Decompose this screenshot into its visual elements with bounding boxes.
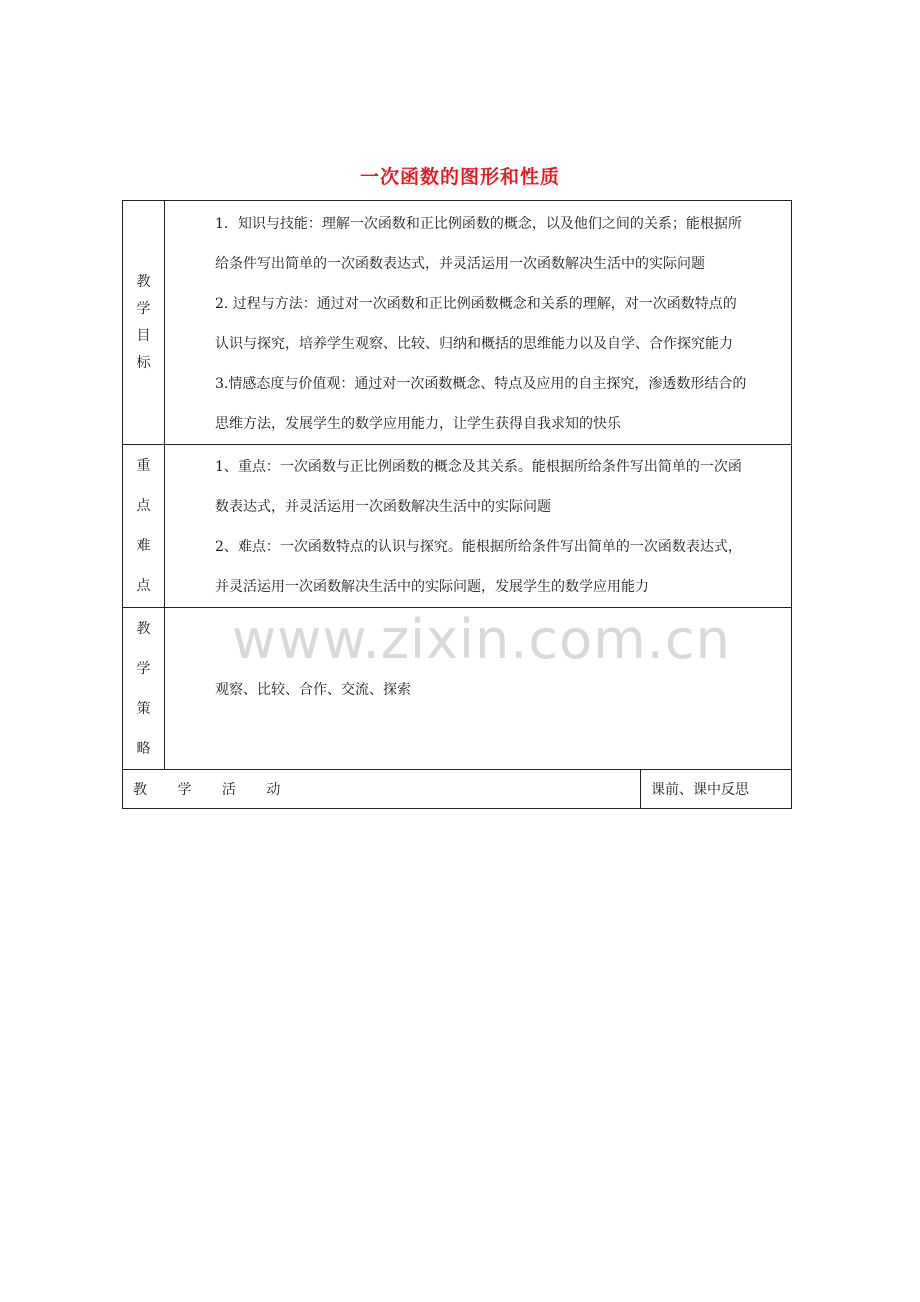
key-points-line: 1、重点：一次函数与正比例函数的概念及其关系。能根据所给条件写出简单的一次函 xyxy=(215,459,742,475)
goals-label: 教 学 目 标 xyxy=(123,201,165,445)
goals-row xyxy=(123,201,792,445)
goals-line: 2. 过程与方法：通过对一次函数和正比例函数概念和关系的理解，对一次函数特点的 xyxy=(215,295,737,312)
key-points-line: 数表达式，并灵活运用一次函数解决生活中的实际问题 xyxy=(215,499,551,515)
goals-line: 3.情感态度与价值观：通过对一次函数概念、特点及应用的自主探究，渗透数形结合的 xyxy=(215,375,747,392)
goals-line: 思维方法，发展学生的数学应用能力，让学生获得自我求知的快乐 xyxy=(215,415,621,432)
key-points-label: 重 点 难 点 xyxy=(123,445,165,608)
key-points-line: 2、难点：一次函数特点的认识与探究。能根据所给条件写出简单的一次函数表达式， xyxy=(215,539,742,555)
lesson-plan-table xyxy=(122,200,792,809)
strategy-content: 观察、比较、合作、交流、探索 xyxy=(165,608,792,770)
strategy-row xyxy=(123,608,792,770)
key-points-content xyxy=(165,445,792,608)
watermark: www.zixin.com.cn xyxy=(232,608,731,671)
strategy-label: 教 学 策 略 xyxy=(123,608,165,770)
goals-line: 1．知识与技能：理解一次函数和正比例函数的概念，以及他们之间的关系；能根据所 xyxy=(215,215,742,232)
goals-content xyxy=(165,201,792,445)
key-points-line: 并灵活运用一次函数解决生活中的实际问题，发展学生的数学应用能力 xyxy=(215,579,649,595)
goals-line: 认识与探究，培养学生观察、比较、归纳和概括的思维能力以及自学、合作探究能力 xyxy=(215,335,733,352)
key-points-row xyxy=(123,445,792,608)
activity-label: 教 学 活 动 xyxy=(123,770,641,809)
reflection-label: 课前、课中反思 xyxy=(641,770,792,809)
activity-header-row xyxy=(123,770,792,809)
document-title: 一次函数的图形和性质 xyxy=(359,166,560,188)
goals-line: 给条件写出简单的一次函数表达式，并灵活运用一次函数解决生活中的实际问题 xyxy=(215,255,705,272)
